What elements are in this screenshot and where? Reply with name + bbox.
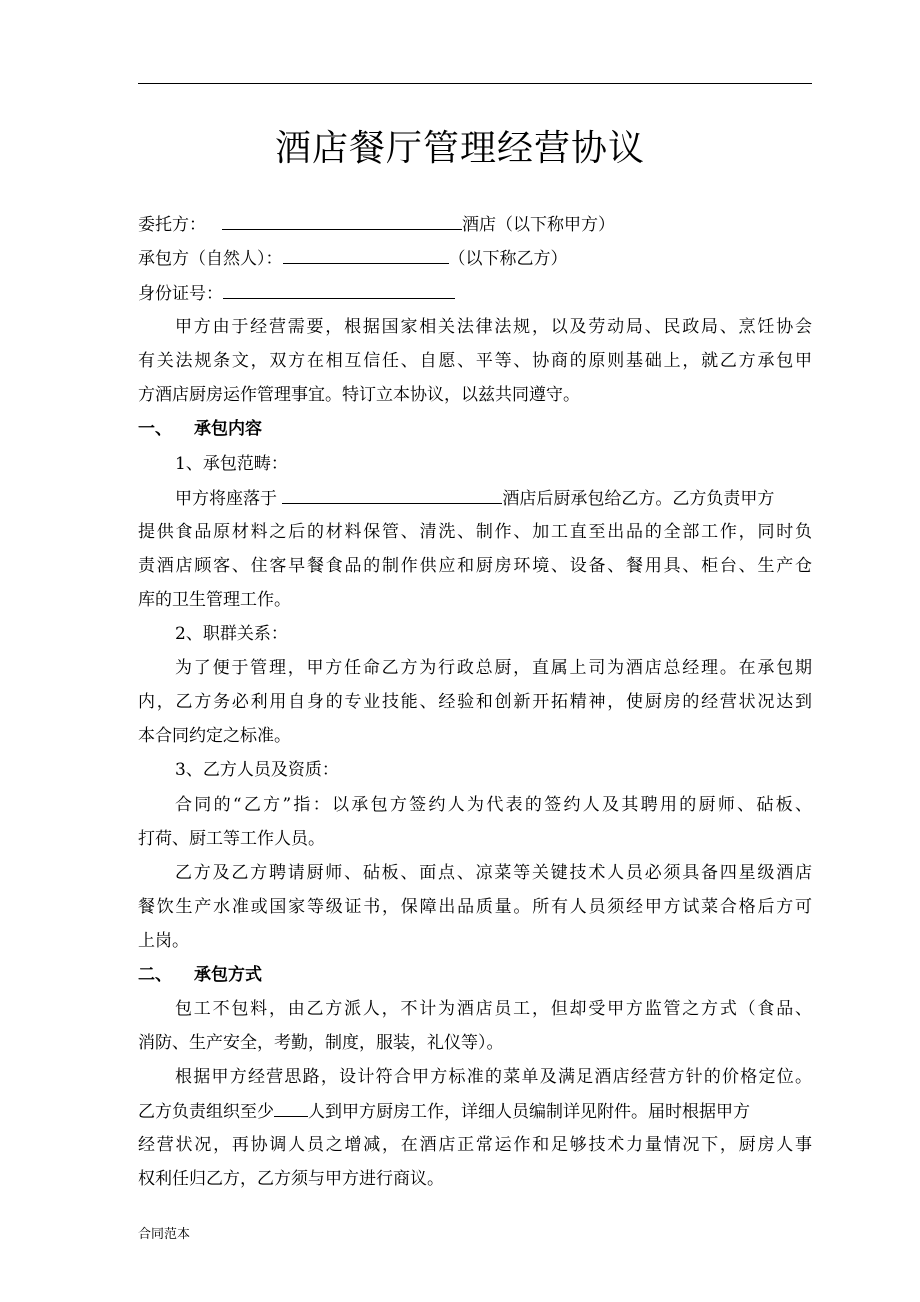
id-blank[interactable]: [223, 282, 455, 299]
staff-count-line: [138, 1100, 812, 1123]
client-line: [138, 213, 812, 236]
scope-first-line: [138, 487, 812, 510]
body-line: 餐饮生产水准或国家等级证书，保障出品质量。所有人员须经甲方试菜合格后方可: [138, 897, 812, 917]
staff-post: 人到甲方厨房工作，详细人员编制详见附件。届时根据甲方: [308, 1102, 750, 1122]
body-line: 责酒店顾客、住客早餐食品的制作供应和厨房环境、设备、餐用具、柜台、生产仓: [138, 556, 812, 576]
client-suffix: 酒店（以下称甲方）: [462, 215, 615, 235]
location-blank[interactable]: [282, 487, 502, 504]
body-line: 内，乙方务必利用自身的专业技能、经验和创新开拓精神，使厨房的经营状况达到: [138, 692, 812, 712]
page-footer: 合同范本: [138, 1227, 191, 1242]
staff-pre: 乙方负责组织至少: [138, 1102, 274, 1122]
body-line: 乙方及乙方聘请厨师、砧板、面点、凉菜等关键技术人员必须具备四星级酒店: [175, 863, 812, 883]
staff-count-blank[interactable]: [274, 1100, 308, 1117]
subsection-title: 3、乙方人员及资质：: [175, 760, 339, 780]
subsection-title: 1、承包范畴：: [175, 454, 288, 474]
body-line: 合同的“乙方”指：以承包方签约人为代表的签约人及其聘用的厨师、砧板、: [175, 795, 812, 815]
document-title: 酒店餐厅管理经营协议: [274, 128, 645, 169]
body-line: 消防、生产安全，考勤，制度，服装，礼仪等）。: [138, 1033, 504, 1053]
section-heading-1: [138, 418, 812, 440]
body-line: 根据甲方经营思路，设计符合甲方标准的菜单及满足酒店经营方针的价格定位。: [175, 1067, 812, 1087]
intro-line: 方酒店厨房运作管理事宜。特订立本协议，以兹共同遵守。: [138, 385, 580, 405]
body-line: 经营状况，再协调人员之增减，在酒店正常运作和足够技术力量情况下，厨房人事: [138, 1135, 812, 1155]
header-rule: [138, 83, 812, 84]
body-line: 上岗。: [138, 931, 189, 951]
section-heading-2: [138, 964, 812, 986]
client-label: 委托方：: [138, 215, 206, 235]
contractor-blank[interactable]: [283, 247, 449, 264]
body-line: 提供食品原材料之后的材料保管、清洗、制作、加工直至出品的全部工作，同时负: [138, 522, 812, 542]
section-number: 一、: [138, 419, 172, 439]
section-title: 承包方式: [194, 965, 262, 985]
client-blank[interactable]: [222, 213, 462, 230]
body-line: 权利任归乙方，乙方须与甲方进行商议。: [138, 1169, 444, 1189]
body-line: 库的卫生管理工作。: [138, 590, 291, 610]
body-line: 为了便于管理，甲方任命乙方为行政总厨，直属上司为酒店总经理。在承包期: [175, 658, 812, 678]
contractor-label: 承包方（自然人）：: [138, 249, 283, 269]
section-title: 承包内容: [194, 419, 262, 439]
id-line: [138, 282, 812, 305]
intro-line: 甲方由于经营需要，根据国家相关法律法规，以及劳动局、民政局、烹饪协会: [175, 317, 812, 337]
contractor-suffix: （以下称乙方）: [448, 249, 568, 269]
scope-post: 酒店后厨承包给乙方。乙方负责甲方: [502, 489, 775, 509]
contractor-line: [138, 247, 812, 270]
id-label: 身份证号：: [138, 284, 223, 304]
body-line: 本合同约定之标准。: [138, 726, 291, 746]
intro-line: 有关法规条文，双方在相互信任、自愿、平等、协商的原则基础上，就乙方承包甲: [138, 351, 812, 371]
subsection-title: 2、职群关系：: [175, 624, 288, 644]
scope-pre: 甲方将座落于: [175, 489, 283, 509]
section-number: 二、: [138, 965, 172, 985]
body-line: 包工不包料，由乙方派人，不计为酒店员工，但却受甲方监管之方式（食品、: [175, 999, 812, 1019]
body-line: 打荷、厨工等工作人员。: [138, 829, 325, 849]
